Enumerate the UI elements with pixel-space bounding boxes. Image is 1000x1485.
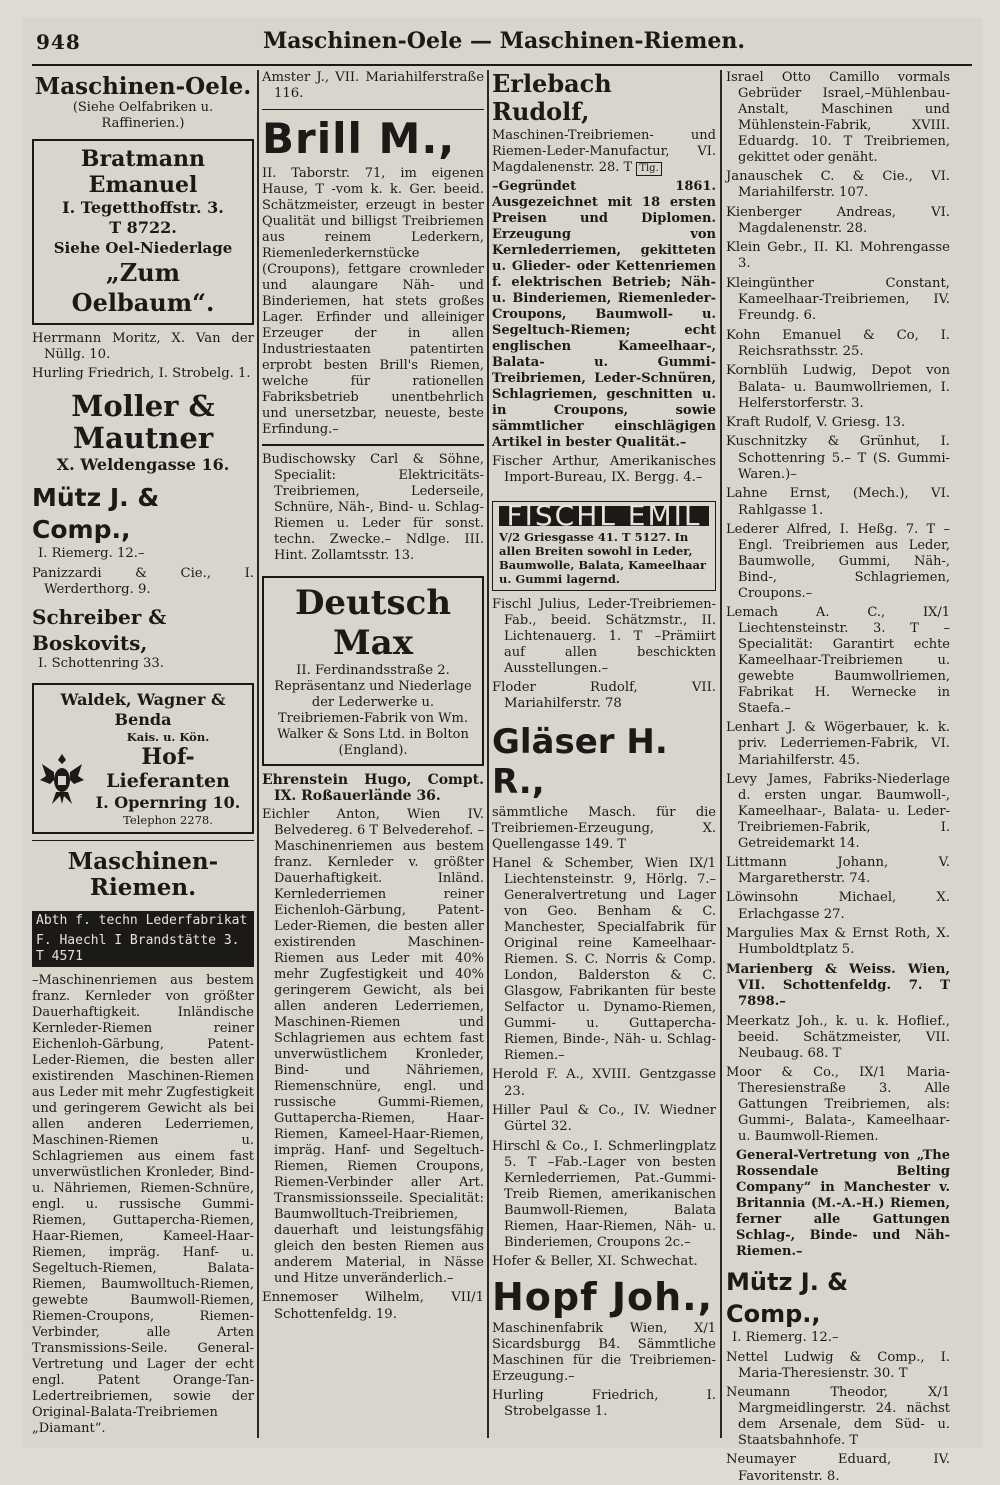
ad-address: I. Opernring 10. [95,792,241,812]
header-rule [32,64,972,66]
ad-name: FISCHL EMIL [499,506,709,526]
ad-line: „Zum Oelbaum“. [71,257,215,317]
column-divider [720,70,722,1438]
section-subtitle: (Siehe Oelfabriken u. Raffinerien.) [72,100,214,132]
section-rule [32,840,254,842]
ad-address: I. Riemerg. 12.– [38,546,145,562]
ad-waldek [32,683,254,834]
ad-schreiber [32,604,254,672]
ad-body: sämmtliche Masch. für die Treibriemen-Erzeugung, X. Quellengasse 149. T [492,805,716,853]
list-item: Lemach A. C., IX/1 Liechtensteinstr. 3. T –Specialität: Garantirt echte Kameelhaar-Treibriemen u. gewebte Baumwollriemen, Fabrikat H. Wernecke in Staefa.– [726,604,950,716]
ad-name: Hopf Joh., [492,1274,714,1319]
ad-address: I. Schottenring 33. [38,656,164,672]
ad-address: I. Tegetthoffstr. 3. [62,197,224,217]
page-number: 948 [36,30,81,54]
list-item: Panizzardi & Cie., I. Werderthorg. 9. [32,565,254,598]
list-item: Kornblüh Ludwig, Depot von Balata- u. Baumwollriemen, I. Helferstorferstr. 3. [726,363,950,411]
ad-hopf [492,1276,716,1385]
list-item: Fischl Julius, Leder-Treibriemen-Fab., beeid. Schätzmstr., II. Lichtenauerg. 1. T –Prämiirt auf allen beschickten Ausstellungen.– [492,596,716,676]
ad-name: Mütz J. & Comp., [726,1268,849,1329]
list-item: Hirschl & Co., I. Schmerlingplatz 5. T –Fab.-Lager von besten Kernlederriemen, Pat.-Gummi-Treib Riemen, amerikanischen Baumwoll-Riemen, Balata Riemen, Haar-Riemen, Näh- u. Binderiemen, Croupons 2c.– [492,1138,716,1250]
ad-body: –Gegründet 1861. Ausgezeichnet mit 18 ersten Preisen und Diplomen. Erzeugung von Kernlederriemen, gekitteten u. Glieder- oder Kettenriemen f. elektrischen Betrieb; Näh- u. Binderiemen, Riemenleder-Croupons, Baumwoll- u. Segeltuch-Riemen; echt englischen Kameelhaar-, Balata- u. Gummi-Treibriemen, Leder-Schnüren, Schlagriemen, geschnitten u. in Croupons, sowie sämmtlicher einschlägigen Artikel in bester Qualität.– [492,179,716,450]
list-item: Floder Rudolf, VII. Mariahilferstr. 78 [492,679,716,712]
section-title-riemen: Maschinen-Riemen. [67,848,219,902]
ad-line: Siehe Oel-Niederlage [53,238,233,257]
ad-bratmann [32,139,254,325]
ad-line: Hof- [141,743,195,770]
eagle-crest-icon [40,750,84,806]
ad-body: II. Taborstr. 71, im eigenen Hause, T -vom k. k. Ger. beeid. Schätzmeister, erzeugt in bester Qualität und billigst Treibriemen aus reinem Lederkern, Riemenlederkernstücke (Croupons), fettgare crownleder und alaungare Näh- und Binderiemen, hat stets großes Lager. Erfinder und alleiniger Erzeuger der in allen Industriestaaten patentirten erprobt besten Brill's Riemen, welche für rationellen Fabriksbetrieb unentbehrlich und unersetzbar, neueste, beste Erfindung.– [262,166,484,438]
column-divider [487,70,489,1438]
ad-name: Mütz J. & Comp., [32,483,160,545]
list-item: Hanel & Schember, Wien IX/1 Liechtensteinstr. 9, Hörlg. 7.–Generalvertretung und Lager von Geo. Benham & C. Manchester, Specialfabrik für Original reine Kameelhaar-Riemen. S. C. Norris & Comp. London, Balderston & C. Glasgow, Fabrikanten für beste Selfactor u. Dynamo-Riemen, Gummi- u. Guttapercha-Riemen, Binde-, Näh- u. Schlag-Riemen.– [492,856,716,1064]
ad-name: Deutsch Max [294,582,452,663]
ad-name: Schreiber & Boskovits, [32,605,167,656]
list-item: Margulies Max & Ernst Roth, X. Humboldtplatz 5. [726,926,950,958]
list-item: General-Vertretung von „The Rossendale Belting Company“ in Manchester v. Britannia (M.-A.-H.) Riemen, ferner alle Gattungen Schlag-, Binde- und Näh-Riemen.– [736,1148,950,1260]
section-rule [262,109,484,111]
ad-name: Erlebach Rudolf, [492,69,612,126]
list-item: Budischowsky Carl & Söhne, Specialit: Elektricitäts-Treibriemen, Lederseile, Schnüre, Näh-, Bind- u. Schlag-Riemen u. Leder für sonst. techn. Zwecke.– Ndlge. III. Hint. Zollamtsstr. 13. [262,451,484,563]
list-item: Lederer Alfred, I. Heßg. 7. T –Engl. Treibriemen aus Leder, Baumwolle, Gummi, Näh-, Bind-, Schlagriemen, Croupons.– [726,521,950,601]
directory-page [22,18,982,1484]
telegraph-badge: Tlg. [636,162,661,176]
ad-body: Repräsentanz und Niederlage der Lederwerke u. Treibriemen-Fabrik von Wm. Walker & Sons Ltd. in Bolton (England). [274,678,472,758]
list-item: Ehrenstein Hugo, Compt. IX. Roßauerlände 36. [262,771,484,805]
list-item: Klein Gebr., II. Kl. Mohrengasse 3. [726,240,950,272]
list-item: Meerkatz Joh., k. u. k. Hoflief., beeid. Schätzmeister, VII. Neubaug. 68. T [726,1013,950,1062]
ad-telephone: Telephon 2278. [123,812,213,827]
section-rule [262,444,484,446]
list-item: Kienberger Andreas, VI. Magdalenenstr. 28. [726,204,950,236]
list-item: Kuschnitzky & Grünhut, I. Schottenring 5.– T (S. Gummi-Waren.)– [726,434,950,483]
list-item: Herrmann Moritz, X. Van der Nüllg. 10. [32,330,254,362]
column-2 [262,70,484,1440]
list-item: Löwinsohn Michael, X. Erlachgasse 27. [726,890,950,922]
ad-body: V/2 Griesgasse 41. T 5127. In allen Breiten sowohl in Leder, Baumwolle, Balata, Kameelhaar u. Gummi lagernd. [499,529,707,586]
ad-name: Bratmann Emanuel [80,145,206,198]
list-item: Kohn Emanuel & Co, I. Reichsrathsstr. 25. [726,327,950,359]
list-item: Nettel Ludwig & Comp., I. Maria-Theresienstr. 30. T [726,1349,950,1381]
ad-muetz [32,482,254,562]
column-4 [726,70,950,1484]
ad-address: X. Weldengasse 16. [56,455,230,475]
ad-address: I. Riemerg. 12.– [732,1330,839,1346]
list-item: Eichler Anton, Wien IV. Belvedereg. 6 T Belvederehof. –Maschinenriemen aus bestem franz. Kernleder v. größter Dauerhaftigkeit. Inländ. Kernlederriemen reiner Eichenloh-Gärbung, Patent-Leder-Riemen, die besten aller existirenden Maschinen-Riemen aus Leder mit 40% mehr Zugfestigkeit und 40% geringerem Gewicht, als bei allen anderen Lederriemen, Maschinen-Riemen und Schlagriemen aus echtem fast unverwüstlichem Kronleder, Bind- und Nähriemen, Riemenschnüre, engl. und russische Gummi-Riemen, Guttapercha-Riemen, Haar-Riemen, Kameel-Haar-Riemen, impräg. Hanf- und Segeltuch-Riemen, Riemen Croupons, Riemen-Verbinder aller Art. Transmissionsseile. Specialität: Baumwolltuch-Treibriemen, dauerhaft und leistungsfähig gleich den besten Riemen aus anderem Material, in Nässe und Hitze unveränderlich.– [262,807,484,1287]
ad-body-text: Maschinen-Treibriemen- und Riemen-Leder-Manufactur, VI. Magdalenenstr. 28. T [492,128,716,175]
list-item: Israel Otto Camillo vormals Gebrüder Israel,–Mühlenbau-Anstalt, Maschinen und Mühlenstein-Fabrik, XVIII. Eduardg. 10. T Treibriemen, gekittet oder genäht. [726,70,950,165]
ad-name: Gläser H. R., [492,722,668,803]
list-item: Moor & Co., IX/1 Maria-Theresienstraße 3. Alle Gattungen Treibriemen, als: Gummi-, Balata-, Kameelhaar- u. Baumwoll-Riemen. [726,1065,950,1145]
ad-address: II. Ferdinandsstraße 2. [296,662,450,678]
list-item: Ennemoser Wilhelm, VII/1 Schottenfeldg. 19. [262,1290,484,1322]
ad-moller-mautner [32,390,254,476]
ad-line: Lieferanten [106,769,230,792]
list-item-body: –Maschinenriemen aus bestem franz. Kernleder von größter Dauerhaftigkeit. Inländische Kernleder-Riemen reiner Eichenloh-Gärbung, Patent-Leder-Riemen, die besten aller existirenden Maschinen-Riemen aus Leder mit mehr Zugfestigkeit und geringerem Gewicht als bei allen anderen Lederriemen, Maschinen-Riemen u. Schlagriemen aus einem fast unverwüstlichen Kronleder, Bind- u. Nähriemen, Riemen-Schnüre, engl. u. russische Gummi-Riemen, Guttapercha-Riemen, Haar-Riemen, Kameel-Haar-Riemen, impräg. Hanf- u. Segeltuch-Riemen, Balata-Riemen, Baumwolltuch-Riemen, gewebte Baumwoll-Riemen, Riemen-Croupons, Riemen-Verbinder, alle Arten Transmissions-Seile. General-Vertretung und Lager der echt engl. Patent Orange-Tan-Ledertreibriemen, sowie der Original-Balata-Treibriemen „Diamant“. [32,973,254,1437]
ad-telephone: T 8722. [109,217,177,237]
running-head: Maschinen-Oele — Maschinen-Riemen. [262,28,746,54]
list-item: Amster J., VII. Mariahilferstraße 116. [262,70,484,102]
ad-body [492,128,716,176]
ad-body: Maschinenfabrik Wien, X/1 Sicardsburgg B4. Sämmtliche Maschinen für die Treibriemen-Erzeugung.– [492,1320,716,1384]
list-item: Kraft Rudolf, V. Griesg. 13. [726,415,906,431]
section-title-oele: Maschinen-Oele. [34,73,252,100]
list-item: Levy James, Fabriks-Niederlage d. ersten ungar. Baumwoll-, Kameelhaar-, Balata- u. Leder-Treibriemen-Fabrik, I. Getreidemarkt 14. [726,771,950,851]
column-divider [257,70,259,1438]
list-item: Kleingünther Constant, Kameelhaar-Treibriemen, IV. Freundg. 6. [726,275,950,324]
list-item: Neumayer Eduard, IV. Favoritenstr. 8. [726,1452,950,1484]
banner-line: Abth f. techn Lederfabrikat [32,911,254,931]
list-item: Hiller Paul & Co., IV. Wiedner Gürtel 32. [492,1103,716,1135]
page-header [36,28,972,64]
ad-name: Waldek, Wagner & Benda [60,689,226,729]
ad-fischl-emil [492,498,716,591]
list-item: Marienberg & Weiss. Wien, VII. Schottenfeldg. 7. T 7898.– [726,961,950,1010]
list-item: Lenhart J. & Wögerbauer, k. k. priv. Lederriemen-Fabrik, VI. Mariahilferstr. 45. [726,719,950,768]
list-item: Hurling Friedrich, I. Strobelgasse 1. [492,1387,716,1420]
column-1 [32,70,254,1440]
column-3 [492,70,716,1440]
list-item: Hofer & Beller, XI. Schwechat. [492,1253,698,1269]
ad-name: Moller & Mautner [71,389,215,456]
banner-line: F. Haechl I Brandstätte 3. T 4571 [32,931,254,967]
list-item: Herold F. A., XVIII. Gentzgasse 23. [492,1067,716,1099]
list-item: Lahne Ernst, (Mech.), VI. Rahlgasse 1. [726,486,950,518]
ad-name: Brill M., [262,114,456,164]
list-item: Hurling Friedrich, I. Strobelg. 1. [32,366,251,382]
list-item: Littmann Johann, V. Margaretherstr. 74. [726,854,950,887]
list-item: Janauschek C. & Cie., VI. Mariahilferstr. 107. [726,169,950,201]
list-item: Neumann Theodor, X/1 Margmeidlingerstr. 24. nächst dem Arsenale, dem Süd- u. Staatsbahnhofe. T [726,1385,950,1449]
ad-muetz-2 [726,1266,950,1346]
ad-glaeser [492,722,716,853]
list-item: Fischer Arthur, Amerikanisches Import-Bureau, IX. Bergg. 4.– [492,454,716,486]
ad-line: Kais. u. Kön. [126,729,210,744]
ad-deutsch [262,576,484,766]
